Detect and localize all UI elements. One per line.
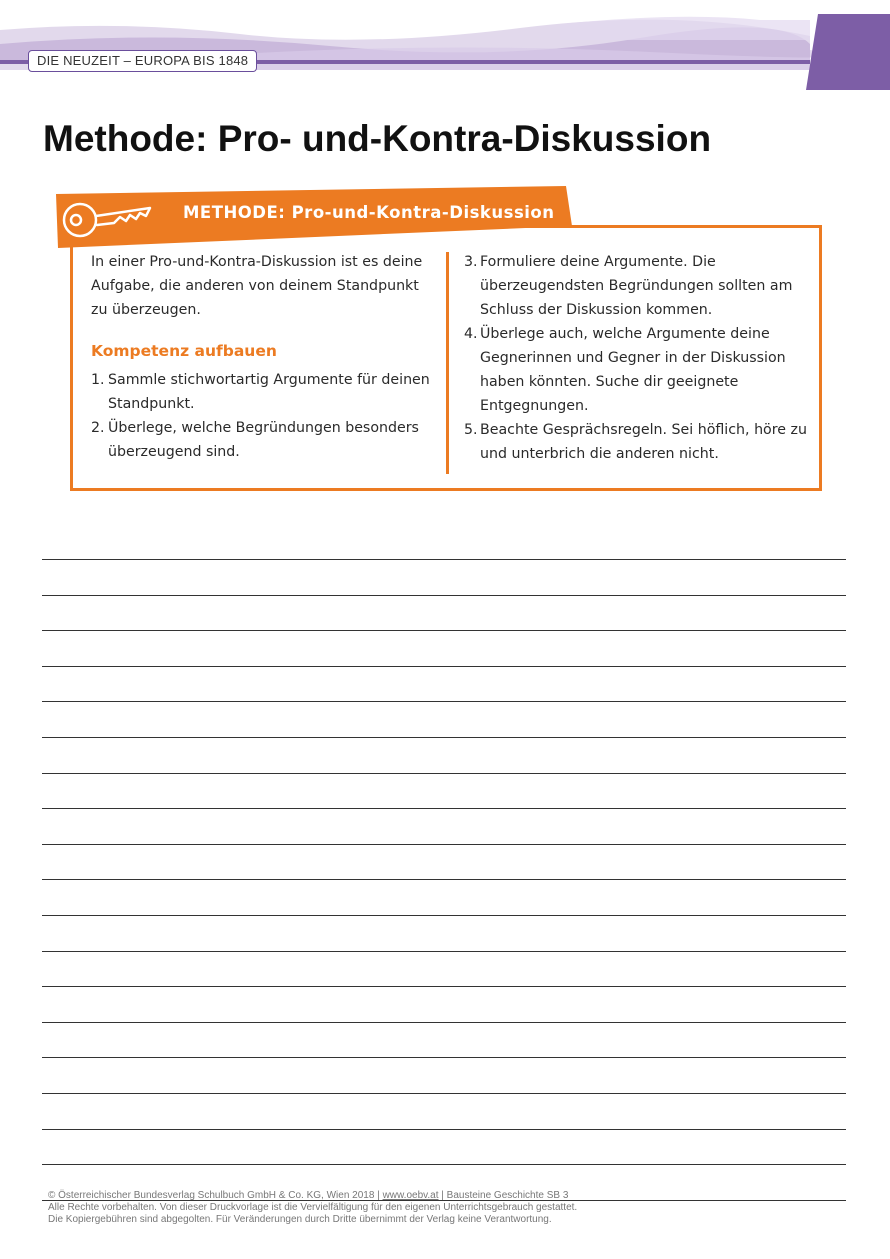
writing-lines	[42, 559, 846, 1235]
list-item	[464, 418, 809, 466]
method-right-column	[464, 250, 809, 466]
footer-copyright: © Österreichischer Bundesverlag Schulbuch GmbH & Co. KG, Wien 2018 |	[48, 1190, 383, 1201]
steps-right-list	[464, 250, 809, 466]
footer-book-title: | Bausteine Geschichte SB 3	[438, 1190, 569, 1201]
method-banner-title: METHODE: Pro-und-Kontra-Diskussion	[183, 203, 555, 222]
step-text: Beachte Gesprächsregeln. Sei höflich, höre zu und unterbrich die anderen nicht.	[480, 422, 807, 462]
kompetenz-heading: Kompetenz aufbauen	[91, 342, 277, 360]
footer-line-1	[48, 1190, 577, 1202]
writing-line[interactable]	[42, 951, 846, 987]
list-item	[91, 416, 436, 464]
step-number: 2.	[91, 420, 105, 436]
step-text: Überlege, welche Begründungen besonders überzeugend sind.	[108, 420, 419, 460]
page-title: Methode: Pro- und-Kontra-Diskussion	[43, 118, 712, 159]
writing-line[interactable]	[42, 1057, 846, 1093]
step-number: 4.	[464, 326, 478, 342]
writing-line[interactable]	[42, 737, 846, 773]
header-corner-block	[806, 14, 890, 90]
writing-line[interactable]	[42, 773, 846, 809]
header-band	[0, 0, 890, 95]
writing-line[interactable]	[42, 595, 846, 631]
method-intro: In einer Pro-und-Kontra-Diskussion ist es deine Aufgabe, die anderen von deinem Standpunkt zu überzeugen.	[91, 254, 423, 318]
step-text: Sammle stichwortartig Argumente für deinen Standpunkt.	[108, 372, 430, 412]
list-item	[91, 368, 436, 416]
method-left-column	[91, 250, 436, 464]
footer-link[interactable]: www.oebv.at	[382, 1190, 439, 1201]
section-label: DIE NEUZEIT – EUROPA BIS 1848	[28, 50, 257, 72]
writing-line[interactable]	[42, 559, 846, 595]
step-number: 5.	[464, 422, 478, 438]
step-text: Überlege auch, welche Argumente deine Gegnerinnen und Gegner in der Diskussion haben könnten. Suche dir geeignete Entgegnungen.	[480, 326, 786, 414]
footer-line-3: Die Kopiergebühren sind abgegolten. Für Veränderungen durch Dritte übernimmt der Verlag keine Verantwortung.	[48, 1214, 552, 1225]
writing-line[interactable]	[42, 915, 846, 951]
writing-line[interactable]	[42, 808, 846, 844]
writing-line[interactable]	[42, 630, 846, 666]
column-divider	[446, 252, 449, 474]
footer-line-2: Alle Rechte vorbehalten. Von dieser Druckvorlage ist die Vervielfältigung für den eigenen Unterrichtsgebrauch gestattet.	[48, 1202, 578, 1213]
writing-line[interactable]	[42, 844, 846, 880]
writing-line[interactable]	[42, 1093, 846, 1129]
writing-line[interactable]	[42, 986, 846, 1022]
writing-line[interactable]	[42, 879, 846, 915]
steps-left-list	[91, 368, 436, 464]
writing-line[interactable]	[42, 1022, 846, 1058]
list-item	[464, 250, 809, 322]
writing-line[interactable]	[42, 666, 846, 702]
step-number: 3.	[464, 254, 478, 270]
step-text: Formuliere deine Argumente. Die überzeugendsten Begründungen sollten am Schluss der Diskussion kommen.	[480, 254, 793, 318]
step-number: 1.	[91, 372, 105, 388]
writing-line[interactable]	[42, 1129, 846, 1165]
writing-line[interactable]	[42, 701, 846, 737]
footer	[48, 1190, 577, 1226]
list-item	[464, 322, 809, 418]
